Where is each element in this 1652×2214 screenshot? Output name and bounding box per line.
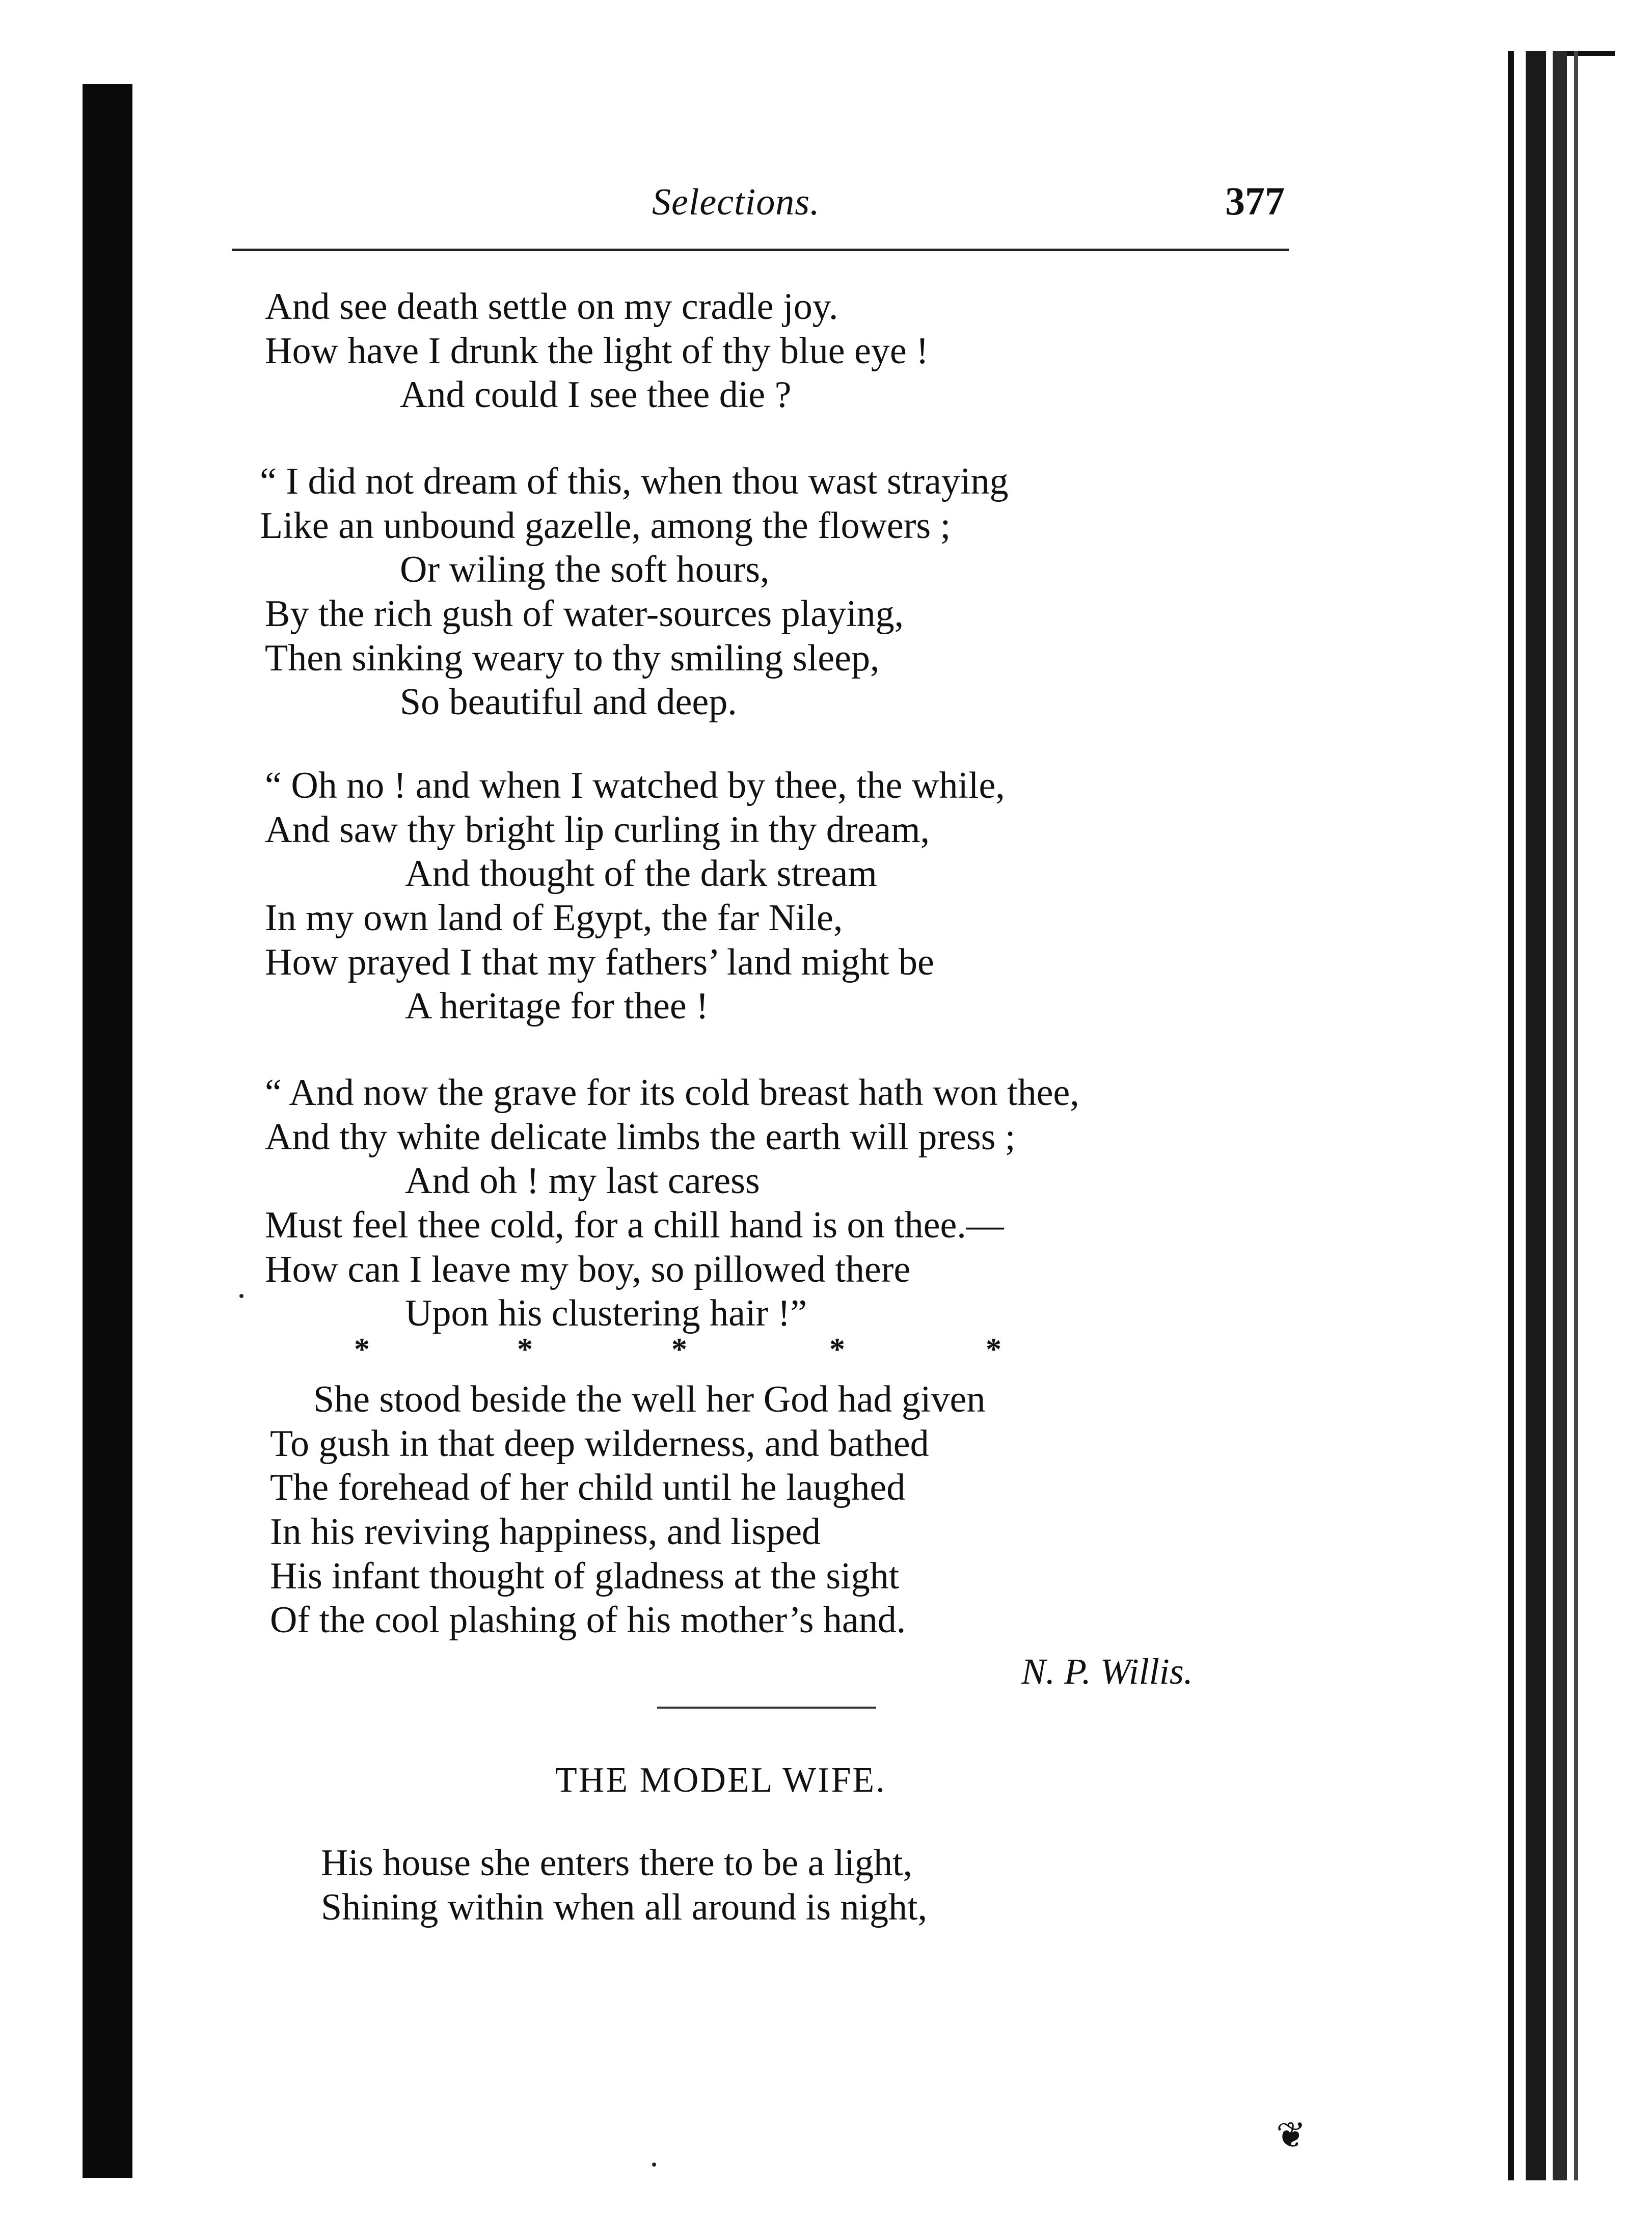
poem-line: So beautiful and deep. [400,681,737,723]
poem-line: “ And now the grave for its cold breast hath won thee, [265,1072,1079,1114]
running-head: Selections. [652,181,820,223]
scan-speck [652,2163,656,2167]
poem-line: She stood beside the well her God had given [313,1379,986,1420]
separator-star: * [829,1332,845,1367]
printer-ornament-icon: ❦ [1276,2116,1306,2155]
separator-star: * [517,1332,533,1367]
poem-line: Then sinking weary to thy smiling sleep, [265,637,880,679]
poem-line: How can I leave my boy, so pillowed there [265,1249,911,1290]
separator-star: * [354,1332,370,1367]
poem-line: “ Oh no ! and when I watched by thee, the while, [265,765,1005,806]
poem-line: And thy white delicate limbs the earth will press ; [265,1116,1016,1158]
poem-line: Of the cool plashing of his mother’s hand. [270,1599,906,1641]
poem-line: How prayed I that my fathers’ land might be [265,941,934,983]
poem-line: And saw thy bright lip curling in thy dream, [265,809,930,851]
poem-line: By the rich gush of water-sources playing, [265,593,904,635]
poem-line: Upon his clustering hair !” [405,1292,807,1334]
poem-line: And oh ! my last caress [405,1160,760,1202]
poem-line: In his reviving happiness, and lisped [270,1511,821,1553]
scan-speck [239,1294,243,1298]
poem-line: Shining within when all around is night, [321,1886,928,1928]
poem-line: Must feel thee cold, for a chill hand is on thee.— [265,1204,1004,1246]
poem-line: “ I did not dream of this, when thou wast straying [260,461,1009,502]
poem-title: THE MODEL WIFE. [555,1761,886,1800]
poem-line: To gush in that deep wilderness, and bathed [270,1423,929,1465]
poem-line: His house she enters there to be a light, [321,1842,913,1884]
poem-line: And see death settle on my cradle joy. [265,286,838,328]
section-rule [657,1707,876,1709]
separator-star: * [986,1332,1001,1367]
author-attribution: N. P. Willis. [1021,1651,1193,1692]
poem-line: The forehead of her child until he laughed [270,1467,906,1508]
page-number: 377 [1225,179,1285,223]
poem-line: His infant thought of gladness at the sight [270,1555,900,1597]
separator-star: * [671,1332,687,1367]
poem-line: And could I see thee die ? [400,374,792,416]
poem-line: In my own land of Egypt, the far Nile, [265,897,843,939]
header-rule [232,249,1289,251]
poem-line: Or wiling the soft hours, [400,549,770,590]
poem-line: How have I drunk the light of thy blue eye ! [265,330,929,372]
poem-line: And thought of the dark stream [405,853,877,895]
poem-line: A heritage for thee ! [405,985,709,1027]
poem-line: Like an unbound gazelle, among the flowers ; [260,505,951,547]
